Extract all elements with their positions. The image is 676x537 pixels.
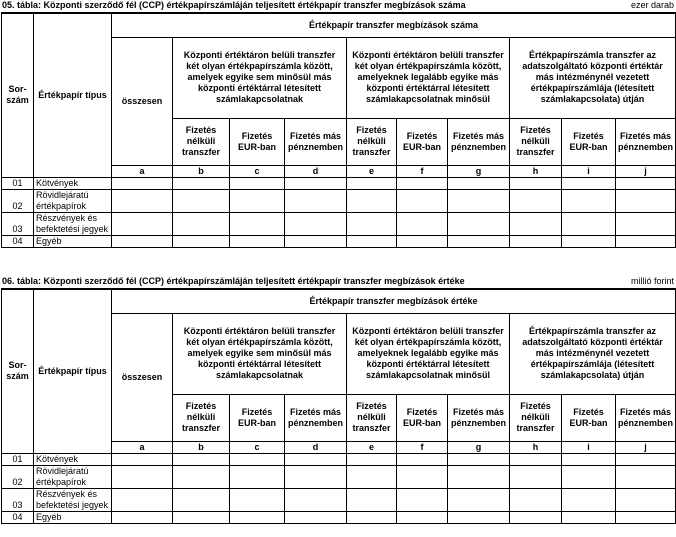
table-06-block	[0, 276, 676, 536]
col-letter: h	[510, 165, 562, 177]
row-label: Rövidlejáratú értékpapírok	[34, 189, 112, 212]
data-cell[interactable]	[616, 465, 676, 488]
row-number: 01	[2, 453, 34, 465]
table-row	[2, 488, 676, 511]
data-cell[interactable]	[448, 465, 510, 488]
col-letter: j	[616, 165, 676, 177]
col-letter: i	[562, 441, 616, 453]
table-row	[2, 511, 676, 523]
col-letter: e	[347, 441, 397, 453]
subgroup-header: Értékpapírszámla transzfer az adatszolgáltató központi értéktár más intézménynél vezetett értékpapírszámlája (létesített számlakapcsolata) útján	[510, 37, 676, 118]
group-header: Értékpapír transzfer megbízások értéke	[112, 289, 676, 313]
data-cell[interactable]	[397, 465, 448, 488]
subcol-header: Fizetés nélküli transzfer	[173, 394, 230, 441]
data-cell[interactable]	[230, 453, 285, 465]
group-header: Értékpapír transzfer megbízások száma	[112, 13, 676, 37]
data-cell[interactable]	[616, 488, 676, 511]
data-cell[interactable]	[230, 465, 285, 488]
data-cell[interactable]	[448, 177, 510, 189]
subcol-header: Fizetés más pénznemben	[285, 394, 347, 441]
table-row	[2, 235, 676, 247]
data-cell[interactable]	[285, 453, 347, 465]
data-cell[interactable]	[112, 488, 173, 511]
col-letter: h	[510, 441, 562, 453]
row-number: 04	[2, 511, 34, 523]
data-cell[interactable]	[230, 511, 285, 523]
data-cell[interactable]	[510, 453, 562, 465]
data-cell[interactable]	[397, 177, 448, 189]
col-letter: g	[448, 165, 510, 177]
subcol-header: Fizetés más pénznemben	[616, 118, 676, 165]
data-cell[interactable]	[112, 465, 173, 488]
data-cell[interactable]	[230, 212, 285, 235]
data-cell[interactable]	[285, 488, 347, 511]
col-letter: c	[230, 441, 285, 453]
data-cell[interactable]	[616, 177, 676, 189]
data-cell[interactable]	[347, 465, 397, 488]
data-cell[interactable]	[347, 453, 397, 465]
data-cell[interactable]	[448, 235, 510, 247]
data-cell[interactable]	[510, 189, 562, 212]
subcol-header: Fizetés nélküli transzfer	[347, 394, 397, 441]
row-number: 03	[2, 488, 34, 511]
data-cell[interactable]	[397, 511, 448, 523]
subcol-header: Fizetés más pénznemben	[285, 118, 347, 165]
data-cell[interactable]	[616, 511, 676, 523]
data-cell[interactable]	[562, 488, 616, 511]
table-title-row	[0, 0, 676, 12]
data-cell[interactable]	[397, 235, 448, 247]
data-cell[interactable]	[562, 511, 616, 523]
subgroup-header: Központi értéktáron belüli transzfer két olyan értékpapírszámla között, amelyeknek legalább egyike más központi értéktárral létesített számlakapcsolatnak minősül	[347, 37, 510, 118]
col-header-type: Értékpapír típus	[34, 13, 112, 177]
row-number: 03	[2, 212, 34, 235]
data-cell[interactable]	[397, 212, 448, 235]
data-table	[1, 12, 676, 248]
row-number: 01	[2, 177, 34, 189]
subcol-header: Fizetés EUR-ban	[562, 394, 616, 441]
data-cell[interactable]	[562, 189, 616, 212]
subgroup-header: Központi értéktáron belüli transzfer két olyan értékpapírszámla között, amelyek egyike sem minősül más központi értéktárral létesített számlakapcsolatnak	[173, 313, 347, 394]
data-cell[interactable]	[112, 235, 173, 247]
data-cell[interactable]	[173, 488, 230, 511]
data-cell[interactable]	[285, 177, 347, 189]
table-unit: millió forint	[630, 276, 674, 286]
table-unit: ezer darab	[630, 0, 674, 10]
data-cell[interactable]	[562, 177, 616, 189]
data-cell[interactable]	[347, 212, 397, 235]
col-letter: d	[285, 165, 347, 177]
row-label: Részvények és befektetési jegyek	[34, 488, 112, 511]
col-letter: i	[562, 165, 616, 177]
table-row	[2, 177, 676, 189]
row-number: 02	[2, 189, 34, 212]
data-cell[interactable]	[285, 235, 347, 247]
col-letter: f	[397, 165, 448, 177]
col-header-sorszam	[2, 289, 34, 453]
data-cell[interactable]	[562, 212, 616, 235]
subcol-header: Fizetés EUR-ban	[397, 394, 448, 441]
table-title: 05. tábla: Központi szerződő fél (CCP) értékpapírszámláján teljesített értékpapír transzfer megbízások száma	[2, 0, 466, 10]
data-cell[interactable]	[562, 465, 616, 488]
col-header-type: Értékpapír típus	[34, 289, 112, 453]
data-cell[interactable]	[616, 212, 676, 235]
col-letter: e	[347, 165, 397, 177]
col-letter: b	[173, 441, 230, 453]
data-cell[interactable]	[510, 177, 562, 189]
subcol-header: Fizetés más pénznemben	[448, 118, 510, 165]
subcol-header: Fizetés nélküli transzfer	[510, 118, 562, 165]
data-cell[interactable]	[510, 511, 562, 523]
row-number: 04	[2, 235, 34, 247]
subcol-header: Fizetés EUR-ban	[230, 118, 285, 165]
data-cell[interactable]	[347, 177, 397, 189]
data-cell[interactable]	[510, 465, 562, 488]
col-letter: b	[173, 165, 230, 177]
subcol-header: Fizetés más pénznemben	[616, 394, 676, 441]
row-label: Egyéb	[34, 511, 112, 523]
data-cell[interactable]	[347, 511, 397, 523]
subcol-header: Fizetés EUR-ban	[562, 118, 616, 165]
table-05-block	[0, 0, 676, 260]
data-cell[interactable]	[285, 465, 347, 488]
data-cell[interactable]	[230, 488, 285, 511]
col-letter: c	[230, 165, 285, 177]
table-title-row	[0, 276, 676, 288]
col-letter: j	[616, 441, 676, 453]
data-cell[interactable]	[510, 488, 562, 511]
table-row	[2, 465, 676, 488]
data-cell[interactable]	[562, 453, 616, 465]
data-cell[interactable]	[510, 235, 562, 247]
data-cell[interactable]	[112, 177, 173, 189]
row-label: Kötvények	[34, 453, 112, 465]
row-number: 02	[2, 465, 34, 488]
col-letter: a	[112, 441, 173, 453]
row-label: Egyéb	[34, 235, 112, 247]
data-cell[interactable]	[347, 189, 397, 212]
data-cell[interactable]	[397, 189, 448, 212]
data-cell[interactable]	[616, 235, 676, 247]
table-row	[2, 189, 676, 212]
data-cell[interactable]	[285, 511, 347, 523]
subcol-header: Fizetés más pénznemben	[448, 394, 510, 441]
col-header-total: összesen	[112, 313, 173, 441]
table-row	[2, 212, 676, 235]
data-cell[interactable]	[285, 212, 347, 235]
data-cell[interactable]	[347, 235, 397, 247]
data-cell[interactable]	[448, 212, 510, 235]
data-cell[interactable]	[285, 189, 347, 212]
subcol-header: Fizetés EUR-ban	[397, 118, 448, 165]
col-letter: a	[112, 165, 173, 177]
data-table	[1, 288, 676, 524]
data-cell[interactable]	[562, 235, 616, 247]
col-header-sorszam	[2, 13, 34, 177]
data-cell[interactable]	[173, 511, 230, 523]
data-cell[interactable]	[347, 488, 397, 511]
sorszam-label: Sor- szám	[6, 84, 29, 106]
data-cell[interactable]	[173, 177, 230, 189]
subgroup-header: Értékpapírszámla transzfer az adatszolgáltató központi értéktár más intézménynél vezetett értékpapírszámlája (létesített számlakapcsolata) útján	[510, 313, 676, 394]
col-letter: f	[397, 441, 448, 453]
table-title: 06. tábla: Központi szerződő fél (CCP) értékpapírszámláján teljesített értékpapír transzfer megbízások értéke	[2, 276, 465, 286]
data-cell[interactable]	[112, 511, 173, 523]
subgroup-header: Központi értéktáron belüli transzfer két olyan értékpapírszámla között, amelyeknek legalább egyike más központi értéktárral létesített számlakapcsolatnak minősül	[347, 313, 510, 394]
row-label: Rövidlejáratú értékpapírok	[34, 465, 112, 488]
table-row	[2, 453, 676, 465]
data-cell[interactable]	[173, 465, 230, 488]
data-cell[interactable]	[448, 488, 510, 511]
data-cell[interactable]	[448, 511, 510, 523]
data-cell[interactable]	[173, 235, 230, 247]
data-cell[interactable]	[397, 453, 448, 465]
subgroup-header: Központi értéktáron belüli transzfer két olyan értékpapírszámla között, amelyek egyike sem minősül más központi értéktárral létesített számlakapcsolatnak	[173, 37, 347, 118]
data-cell[interactable]	[448, 189, 510, 212]
data-cell[interactable]	[230, 235, 285, 247]
subcol-header: Fizetés nélküli transzfer	[347, 118, 397, 165]
col-header-total: összesen	[112, 37, 173, 165]
data-cell[interactable]	[397, 488, 448, 511]
subcol-header: Fizetés nélküli transzfer	[173, 118, 230, 165]
data-cell[interactable]	[510, 212, 562, 235]
col-letter: g	[448, 441, 510, 453]
data-cell[interactable]	[112, 189, 173, 212]
subcol-header: Fizetés nélküli transzfer	[510, 394, 562, 441]
data-cell[interactable]	[230, 189, 285, 212]
data-cell[interactable]	[112, 453, 173, 465]
data-cell[interactable]	[112, 212, 173, 235]
data-cell[interactable]	[173, 212, 230, 235]
row-label: Kötvények	[34, 177, 112, 189]
col-letter: d	[285, 441, 347, 453]
data-cell[interactable]	[230, 177, 285, 189]
data-cell[interactable]	[616, 189, 676, 212]
subcol-header: Fizetés EUR-ban	[230, 394, 285, 441]
sorszam-label: Sor- szám	[6, 360, 29, 382]
data-cell[interactable]	[448, 453, 510, 465]
data-cell[interactable]	[616, 453, 676, 465]
row-label: Részvények és befektetési jegyek	[34, 212, 112, 235]
data-cell[interactable]	[173, 189, 230, 212]
data-cell[interactable]	[173, 453, 230, 465]
